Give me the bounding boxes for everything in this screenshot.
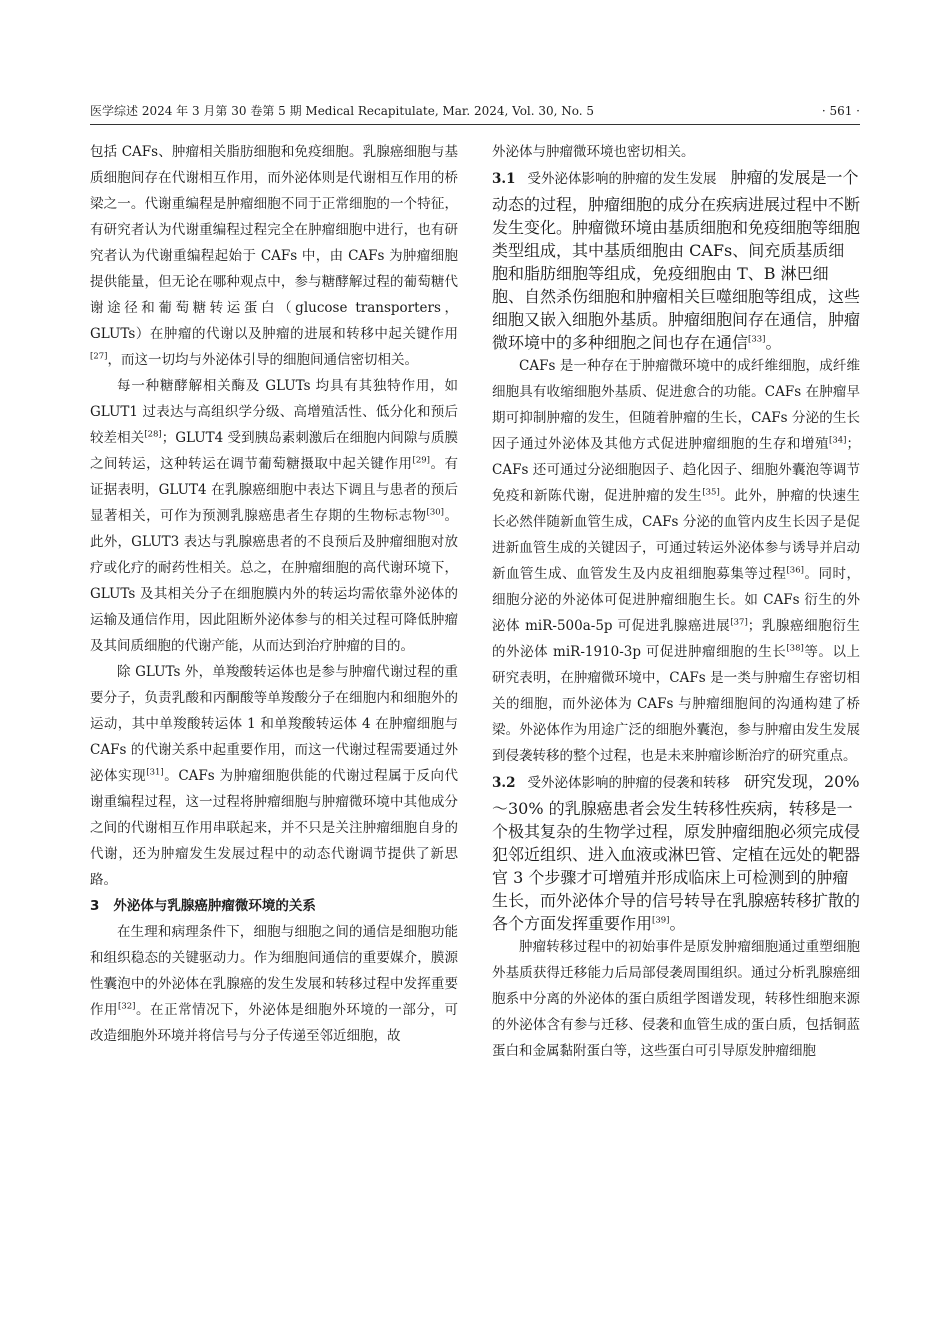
header-rule [90, 124, 860, 125]
paragraph-cafs [492, 353, 860, 769]
paragraph-continuation: 外泌体与肿瘤微环境也密切相关。 [492, 144, 695, 160]
running-header [90, 101, 860, 121]
paragraph-glut [90, 373, 458, 659]
citation-29: [29] [412, 455, 430, 466]
text: 。有证据表明，GLUT4 在乳腺癌细胞中表达下调且与患者的预后显著相关，可作为预测乳腺癌患者生存期的生物标志物 [90, 456, 458, 524]
citation-34: [34] [829, 435, 847, 446]
right-column [492, 139, 860, 1314]
text: 除 GLUTs 外，单羧酸转运体也是参与肿瘤代谢过程的重要分子，负责乳酸和丙酮酸等单羧酸分子在细胞内和细胞外的运动，其中单羧酸转运体 1 和单羧酸转运体 4 在肿瘤细胞与 CAFs 的代谢关系中起重要作用，而这一代谢过程需要通过外泌体实现 [90, 664, 458, 784]
text: ；CAFs 还可通过分泌细胞因子、趋化因子、细胞外囊泡等调节免疫和新陈代谢，促进肿瘤的发生 [492, 436, 860, 504]
page-number: · 561 · [821, 104, 860, 118]
text: ；乳腺癌细胞衍生的外泌体 miR-1910-3p 可促进肿瘤细胞的生长 [492, 618, 860, 660]
section-number: 3 [90, 898, 100, 914]
citation-27: [27] [90, 351, 108, 362]
text: 等。以上研究表明，在肿瘤微环境中，CAFs 是一类与肿瘤生存密切相关的细胞，而外泌体为 CAFs 与肿瘤细胞间的沟通构建了桥梁。外泌体作为用途广泛的细胞外囊泡，参与肿瘤由发生发展到侵袭转移的整个过程，也是未来肿瘤诊断治疗的研究重点。 [492, 644, 860, 764]
text: 。 [669, 914, 686, 933]
text: 肿瘤的发展是一个动态的过程，肿瘤细胞的成分在疾病进展过程中不断发生变化。肿瘤微环境由基质细胞和免疫细胞等细胞类型组成，其中基质细胞由 CAFs、间充质基质细胞和脂肪细胞等组成，免疫细胞由 T、B 淋巴细胞、自然杀伤细胞和肿瘤相关巨噬细胞等组成，这些细胞又嵌入细胞外基质。肿瘤细胞间存在通信，肿瘤微环境中的多种细胞之间也存在通信 [492, 168, 860, 352]
citation-32: [32] [118, 1001, 136, 1012]
subsection-title: 受外泌体影响的肿瘤的侵袭和转移 [527, 775, 730, 791]
subsection-3-2-heading [492, 775, 730, 791]
section-3-heading [90, 893, 458, 919]
citation-30: [30] [426, 507, 444, 518]
text: 。 [765, 333, 782, 352]
citation-38: [38] [786, 643, 804, 654]
subsection-title: 受外泌体影响的肿瘤的发生发展 [527, 171, 717, 187]
text: 。此外，肿瘤的快速生长必然伴随新血管生成，CAFs 分泌的血管内皮生长因子是促进新血管生成的关键因子，可通过转运外泌体参与诱导并启动新血管生成、血管发生及内皮祖细胞募集等过程 [492, 488, 860, 582]
journal-citation: 医学综述 2024 年 3 月第 30 卷第 5 期 Medical Recapitulate, Mar. 2024, Vol. 30, No. 5 [90, 104, 595, 118]
citation-33: [33] [748, 334, 766, 345]
text: 包括 CAFs、肿瘤相关脂肪细胞和免疫细胞。乳腺癌细胞与基质细胞间存在代谢相互作用，而外泌体则是代谢相互作用的桥梁之一。代谢重编程是肿瘤细胞不同于正常细胞的一个特征，有研究者认为代谢重编程过程完全在肿瘤细胞中进行，也有研究者认为代谢重编程起始于 CAFs 中，由 CAFs 为肿瘤细胞提供能量，但无论在哪种观点中，参与糖酵解过程的葡萄糖代谢途径和葡萄糖转运蛋白（glucose transporters，GLUTs）在肿瘤的代谢以及肿瘤的进展和转移中起关键作用 [90, 144, 458, 342]
text: ；GLUT4 受到胰岛素刺激后在细胞内间隙与质膜之间转运，这种转运在调节葡萄糖摄取中起关键作用 [90, 430, 458, 472]
text: 研究发现，20%～30% 的乳腺癌患者会发生转移性疾病，转移是一个极其复杂的生物学过程，原发肿瘤细胞必须完成侵犯邻近组织、进入血液或淋巴管、定植在远处的靶器官 3 个步骤才可增殖并形成临床上可检测到的肿瘤生长，而外泌体介导的信号转导在乳腺癌转移扩散的各个方面发挥重要作用 [492, 772, 860, 933]
citation-31: [31] [146, 767, 164, 778]
paragraph-cell-communication [90, 919, 458, 1049]
citation-39: [39] [652, 915, 670, 926]
text: 每一种糖酵解相关酶及 GLUTs 均具有其独特作用，如 GLUT1 过表达与高组织学分级、高增殖活性、低分化和预后较差相关 [90, 378, 458, 446]
text: 。在正常情况下，外泌体是细胞外环境的一部分，可改造细胞外环境并将信号与分子传递至邻近细胞，故 [90, 1002, 458, 1044]
section-title: 外泌体与乳腺癌肿瘤微环境的关系 [113, 898, 316, 914]
citation-28: [28] [144, 429, 162, 440]
paragraph-metastasis: 肿瘤转移过程中的初始事件是原发肿瘤细胞通过重塑细胞外基质获得迁移能力后局部侵袭周围组织。通过分析乳腺癌细胞系中分离的外泌体的蛋白质组学图谱发现，转移性细胞来源的外泌体含有参与迁移、侵袭和血管生成的蛋白质，包括铜蓝蛋白和金属黏附蛋白等，这些蛋白可引导原发肿瘤细胞 [492, 939, 860, 1059]
text: 。此外，GLUT3 表达与乳腺癌患者的不良预后及肿瘤细胞对放疗或化疗的耐药性相关。总之，在肿瘤细胞的高代谢环境下，GLUTs 及其相关分子在细胞膜内外的转运均需依靠外泌体的运输及通信作用，因此阻断外泌体参与的相关过程可降低肿瘤及其间质细胞的代谢产能，从而达到治疗肿瘤的目的。 [90, 508, 458, 654]
text: CAFs 是一种存在于肿瘤微环境中的成纤维细胞，成纤维细胞具有收缩细胞外基质、促进愈合的功能。CAFs 在肿瘤早期可抑制肿瘤的发生，但随着肿瘤的生长，CAFs 分泌的生长因子通过外泌体及其他方式促进肿瘤细胞的生存和增殖 [492, 358, 860, 452]
subsection-3-1-heading [492, 171, 717, 187]
paragraph-monocarboxylate [90, 659, 458, 893]
paragraph-metabolism-intro [90, 139, 458, 373]
left-column [90, 139, 458, 1314]
citation-35: [35] [702, 487, 720, 498]
text: ，而这一切均与外泌体引导的细胞间通信密切相关。 [107, 352, 418, 368]
text: 。同时，细胞分泌的外泌体可促进肿瘤细胞生长。如 CAFs 衍生的外泌体 miR-500a-5p 可促进乳腺癌进展 [492, 566, 860, 634]
text: 。CAFs 为肿瘤细胞供能的代谢过程属于反向代谢重编程过程，这一过程将肿瘤细胞与肿瘤微环境中其他成分之间的代谢相互作用串联起来，并不只是关注肿瘤细胞自身的代谢，还为肿瘤发生发展过程中的动态代谢调节提供了新思路。 [90, 768, 458, 888]
citation-36: [36] [786, 565, 804, 576]
citation-37: [37] [730, 617, 748, 628]
text: 在生理和病理条件下，细胞与细胞之间的通信是细胞功能和组织稳态的关键驱动力。作为细胞间通信的重要媒介，膜源性囊泡中的外泌体在乳腺癌的发生发展和转移过程中发挥重要作用 [90, 924, 458, 1018]
subsection-number: 3.1 [492, 171, 516, 187]
subsection-number: 3.2 [492, 775, 516, 791]
